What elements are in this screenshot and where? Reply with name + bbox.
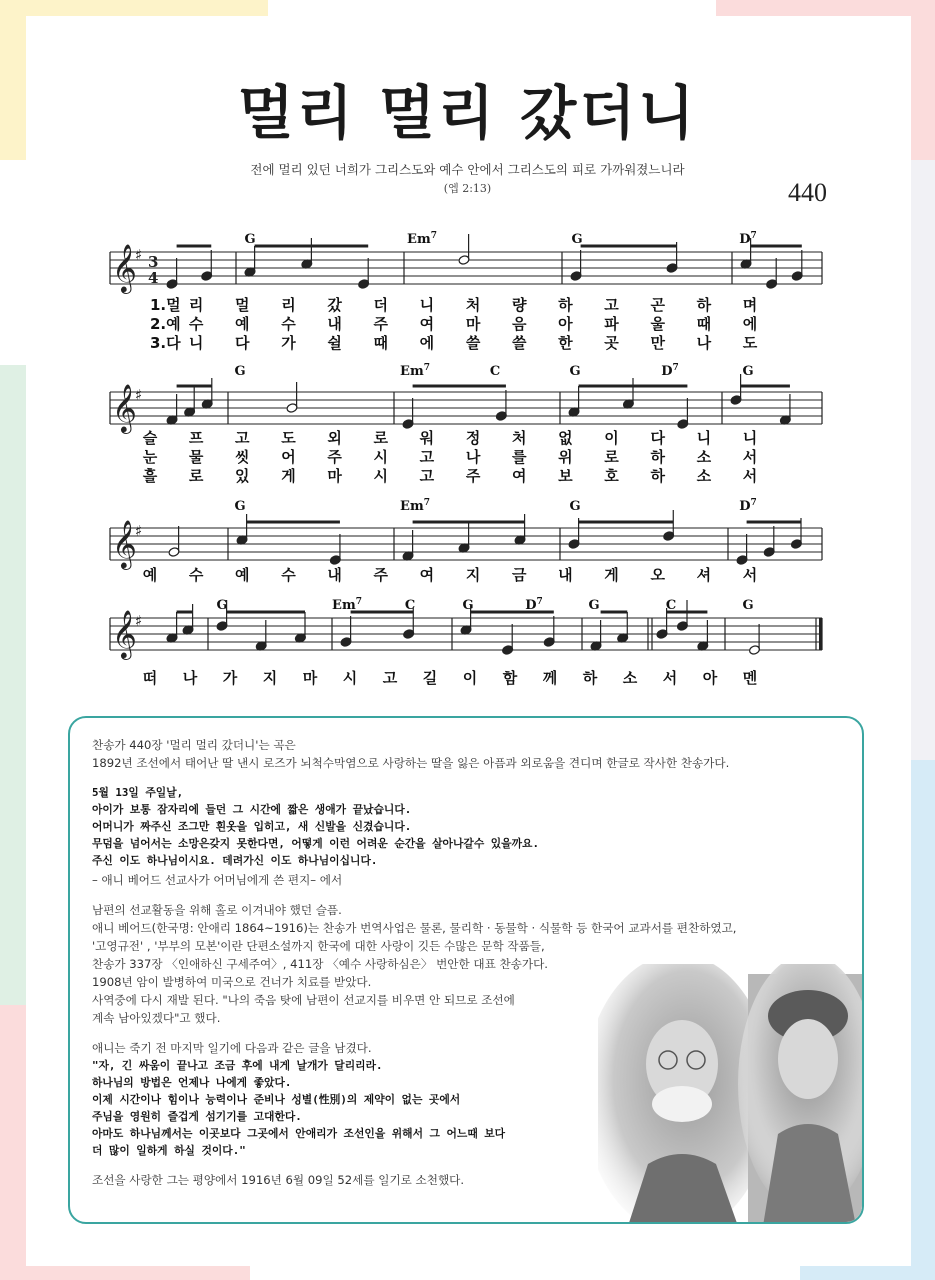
letter-line: 주신 이도 하나님이시요. 데려가신 이도 하나님이십니다. <box>92 854 378 867</box>
chord-symbol: G <box>742 364 754 379</box>
deco-band-right-bottom <box>911 760 935 1280</box>
bio-line: 1908년 암이 발병하여 미국으로 건너가 치료를 받았다. <box>92 975 372 989</box>
lyric-syllable: 아 <box>558 315 573 333</box>
lyric-syllable: 쓸 <box>465 334 481 352</box>
lyric-syllable: 로 <box>373 429 389 447</box>
lyric-syllable: 울 <box>650 315 665 333</box>
lyric-syllable: 고 <box>419 448 435 466</box>
time-signature-top: 3 <box>148 253 159 271</box>
lyric-syllable: 내 <box>327 566 342 584</box>
lyric-syllable: 1.멀 <box>150 296 181 314</box>
lyric-syllable: 게 <box>604 566 619 584</box>
chord-symbol: C <box>665 598 677 613</box>
lyric-syllable: 마 <box>302 669 318 687</box>
lyric-syllable: 니 <box>419 296 435 314</box>
lyric-syllable: 도 <box>281 429 296 447</box>
chord-symbol: G <box>234 364 246 379</box>
lyric-syllable: 음 <box>511 315 527 333</box>
lyric-syllable: 수 <box>188 566 204 584</box>
lyric-syllable: 떠 <box>142 669 158 687</box>
lyric-syllable: 시 <box>373 467 389 485</box>
lyric-syllable: 여 <box>419 315 435 333</box>
treble-clef: 𝄞 <box>112 519 137 568</box>
lyric-syllable: 수 <box>281 566 296 584</box>
scripture-verse: 전에 멀리 있던 너희가 그리스도와 예수 안에서 그리스도의 피로 가까워졌느니라 <box>250 162 685 177</box>
closing-line: 조선을 사랑한 그는 평양에서 1916년 6월 09일 52세를 일기로 소천했다. <box>92 1173 465 1187</box>
lyric-syllable: 로 <box>604 448 619 466</box>
scripture-reference: (엡 2:13) <box>443 182 492 195</box>
lyric-syllable: 며 <box>742 296 758 314</box>
lyric-syllable: 2.예 <box>150 315 181 333</box>
intro-line: 찬송가 440장 '멀리 멀리 갔더니'는 곡은 <box>92 738 296 752</box>
letter-line: 아이가 보통 잠자리에 들던 그 시간에 짧은 생애가 끝났습니다. <box>92 803 412 816</box>
lyric-syllable: 시 <box>342 669 358 687</box>
bio-line: 남편의 선교활동을 위해 홀로 이겨내야 했던 슬픔. <box>92 903 342 917</box>
lyric-syllable: 서 <box>662 669 678 687</box>
lyric-syllable: 멘 <box>742 669 758 687</box>
lyric-syllable: 니 <box>696 429 712 447</box>
lyric-syllable: 소 <box>622 669 638 687</box>
chord-symbol: G <box>569 364 581 379</box>
lyric-syllable: 만 <box>650 334 665 352</box>
time-signature-bottom: 4 <box>148 269 159 287</box>
chord-symbol: $D^7$ <box>661 363 679 379</box>
lyric-syllable: 나 <box>465 448 481 466</box>
lyric-syllable: 보 <box>558 467 573 485</box>
lyric-syllable: 갔 <box>327 296 342 314</box>
chord-symbol: Em$^7$ <box>400 363 430 379</box>
lyric-syllable: 고 <box>382 669 398 687</box>
lyric-syllable: 멀 <box>235 296 250 314</box>
lyric-syllable: 외 <box>327 429 342 447</box>
lyric-syllable: 나 <box>182 669 198 687</box>
lyric-syllable: 리 <box>281 296 296 314</box>
lyric-syllable: 곤 <box>650 296 665 314</box>
final-bar-thick <box>819 618 823 650</box>
lyric-syllable: 서 <box>742 448 758 466</box>
chord-symbol: Em$^7$ <box>407 231 437 247</box>
lyric-syllable: 니 <box>742 429 758 447</box>
lyric-syllable: 함 <box>502 669 518 687</box>
lyric-syllable: 여 <box>511 467 527 485</box>
lyric-syllable: 흘 <box>142 467 158 485</box>
lyric-syllable: 주 <box>327 448 342 466</box>
lyric-syllable: 예 <box>235 315 250 333</box>
lyric-syllable: 때 <box>696 315 712 333</box>
lyric-syllable: 주 <box>373 566 389 584</box>
lyric-syllable: 가 <box>281 334 296 352</box>
lyric-syllable: 한 <box>558 334 573 352</box>
lyric-syllable: 도 <box>742 334 758 352</box>
chord-symbol: $D^7$ <box>739 498 757 514</box>
hymn-number: 440 <box>788 178 827 207</box>
lyric-syllable: 로 <box>188 467 204 485</box>
lyric-syllable: 이 <box>604 429 619 447</box>
lyric-syllable: 프 <box>188 429 204 447</box>
chord-symbol: Em$^7$ <box>400 498 430 514</box>
lyric-syllable: 예 <box>142 566 158 584</box>
key-signature-sharp: ♯ <box>135 612 143 630</box>
chord-symbol: $D^7$ <box>739 231 757 247</box>
lyric-syllable: 하 <box>650 448 665 466</box>
lyric-syllable: 물 <box>188 448 204 466</box>
diary-line: 더 많이 일하게 하실 것이다." <box>92 1144 246 1157</box>
key-signature-sharp: ♯ <box>135 386 143 404</box>
lyric-syllable: 하 <box>558 296 573 314</box>
lyric-syllable: 슬 <box>142 429 158 447</box>
chord-symbol: G <box>244 232 256 247</box>
hymn-title: 멀리 멀리 갔더니 <box>237 79 698 147</box>
lyric-syllable: 에 <box>742 315 758 333</box>
lyric-syllable: 께 <box>542 669 558 687</box>
letter-line: 무덤을 넘어서는 소망은갖지 못한다면, 어떻게 이런 어려운 순간을 살아나갈수 있을까요. <box>92 837 539 850</box>
lyric-syllable: 쓸 <box>511 334 527 352</box>
letter-line: 어머니가 짜주신 조그만 흰옷을 입히고, 새 신발을 신겼습니다. <box>92 820 412 833</box>
lyric-syllable: 처 <box>511 429 527 447</box>
lyric-syllable: 하 <box>650 467 665 485</box>
lyric-syllable: 아 <box>702 669 718 687</box>
chord-symbol: Em$^7$ <box>332 597 362 613</box>
bio-line: '고영규전' , '부부의 모본'이란 단편소설까지 한국에 대한 사랑이 깃든 수많은 문학 작품들, <box>92 939 545 953</box>
chord-symbol: G <box>216 598 228 613</box>
letter-line: 5월 13일 주일날, <box>92 786 184 799</box>
lyric-syllable: 처 <box>465 296 481 314</box>
chord-symbol: C <box>489 364 501 379</box>
diary-line: 아마도 하나님께서는 이곳보다 그곳에서 안애리가 조선인을 위해서 그 어느때 보다 <box>92 1127 506 1140</box>
lyric-syllable: 다 <box>235 334 250 352</box>
lyric-syllable: 주 <box>373 315 389 333</box>
lyric-syllable: 길 <box>422 669 438 687</box>
lyric-syllable: 지 <box>465 566 481 584</box>
lyric-syllable: 지 <box>262 669 278 687</box>
lyric-syllable: 량 <box>511 296 527 314</box>
lyric-syllable: 나 <box>696 334 712 352</box>
lyric-syllable: 오 <box>650 566 665 584</box>
lyric-syllable: 다 <box>650 429 665 447</box>
chord-symbol: G <box>571 232 583 247</box>
lyric-syllable: 니 <box>188 334 204 352</box>
bio-line: 계속 남아있겠다"고 했다. <box>92 1011 221 1025</box>
lyric-syllable: 씻 <box>235 448 250 466</box>
lyric-syllable: 이 <box>462 669 478 687</box>
portrait-photo <box>598 964 864 1224</box>
lyric-syllable: 워 <box>419 429 435 447</box>
lyric-syllable: 서 <box>742 467 758 485</box>
chord-symbol: G <box>462 598 474 613</box>
lyric-syllable: 하 <box>582 669 598 687</box>
bio-line: 애니 베어드(한국명: 안애리 1864~1916)는 찬송가 번역사업은 물론, 물리학 · 동물학 · 식물학 등 한국어 교과서를 편찬하였고, <box>92 921 737 935</box>
lyric-syllable: 를 <box>511 448 527 466</box>
lyric-syllable: 리 <box>188 296 204 314</box>
chord-symbol: G <box>234 499 246 514</box>
lyric-syllable: 고 <box>604 296 619 314</box>
chord-symbol: C <box>404 598 416 613</box>
key-signature-sharp: ♯ <box>135 522 143 540</box>
treble-clef: 𝄞 <box>112 383 137 432</box>
diary-line: "자, 긴 싸움이 끝나고 조금 후에 내게 날개가 달리리라. <box>92 1059 383 1072</box>
intro-line: 1892년 조선에서 태어난 딸 낸시 로즈가 뇌척수막염으로 사랑하는 딸을 잃은 아픔과 외로움을 견디며 한글로 작사한 찬송가다. <box>92 756 730 770</box>
lyric-syllable: 소 <box>696 467 712 485</box>
chord-symbol: G <box>588 598 600 613</box>
bio-line: 찬송가 337장 〈인애하신 구세주여〉, 411장 〈예수 사랑하심은〉 번안한 대표 찬송가다. <box>92 957 548 971</box>
lyric-syllable: 없 <box>558 429 573 447</box>
lyric-syllable: 고 <box>419 467 435 485</box>
lyric-syllable: 하 <box>696 296 712 314</box>
chord-symbol: G <box>742 598 754 613</box>
lyric-syllable: 수 <box>188 315 204 333</box>
lyric-syllable: 호 <box>604 467 619 485</box>
diary-intro: 애니는 죽기 전 마지막 일기에 다음과 같은 글을 남겼다. <box>92 1041 372 1055</box>
lyric-syllable: 예 <box>235 566 250 584</box>
diary-line: 이제 시간이나 힘이나 능력이나 준비나 성별(性別)의 제약이 없는 곳에서 <box>92 1093 461 1106</box>
lyric-syllable: 가 <box>222 669 238 687</box>
lyric-syllable: 쉴 <box>327 334 342 352</box>
lyric-syllable: 수 <box>281 315 296 333</box>
lyric-syllable: 마 <box>327 467 342 485</box>
lyric-syllable: 위 <box>558 448 573 466</box>
lyric-syllable: 3.다 <box>150 334 181 352</box>
bio-line: 사역중에 다시 재발 된다. "나의 죽음 탓에 남편이 선교지를 비우면 안 되므로 조선에 <box>92 993 515 1007</box>
lyric-syllable: 서 <box>742 566 758 584</box>
lyric-syllable: 더 <box>373 296 389 314</box>
lyric-syllable: 때 <box>373 334 389 352</box>
chord-symbol: $D^7$ <box>525 597 543 613</box>
lyric-syllable: 금 <box>511 566 527 584</box>
lyric-syllable: 파 <box>604 315 619 333</box>
lyric-syllable: 주 <box>465 467 481 485</box>
lyric-syllable: 내 <box>558 566 573 584</box>
lyric-syllable: 곳 <box>604 334 619 352</box>
lyric-syllable: 시 <box>373 448 389 466</box>
lyric-syllable: 내 <box>327 315 342 333</box>
lyric-syllable: 소 <box>696 448 712 466</box>
treble-clef: 𝄞 <box>112 609 137 658</box>
lyric-syllable: 고 <box>235 429 250 447</box>
lyric-syllable: 여 <box>419 566 435 584</box>
letter-source: – 애니 베어드 선교사가 어머님에게 쓴 편지– 에서 <box>92 873 343 887</box>
lyric-syllable: 정 <box>465 429 481 447</box>
diary-line: 하나님의 방법은 언제나 나에게 좋았다. <box>92 1076 292 1089</box>
diary-line: 주님을 영원히 즐겁게 섬기기를 고대한다. <box>92 1110 302 1123</box>
lyric-syllable: 있 <box>235 467 250 485</box>
lyric-syllable: 셔 <box>696 566 712 584</box>
lyric-syllable: 에 <box>419 334 435 352</box>
key-signature-sharp: ♯ <box>135 246 143 264</box>
deco-band-left-bottom <box>0 1005 26 1280</box>
lyric-syllable: 눈 <box>142 448 158 466</box>
treble-clef: 𝄞 <box>112 243 137 292</box>
lyric-syllable: 어 <box>281 448 296 466</box>
lyric-syllable: 게 <box>281 467 296 485</box>
chord-symbol: G <box>569 499 581 514</box>
info-box <box>68 716 864 1224</box>
lyric-syllable: 마 <box>465 315 481 333</box>
